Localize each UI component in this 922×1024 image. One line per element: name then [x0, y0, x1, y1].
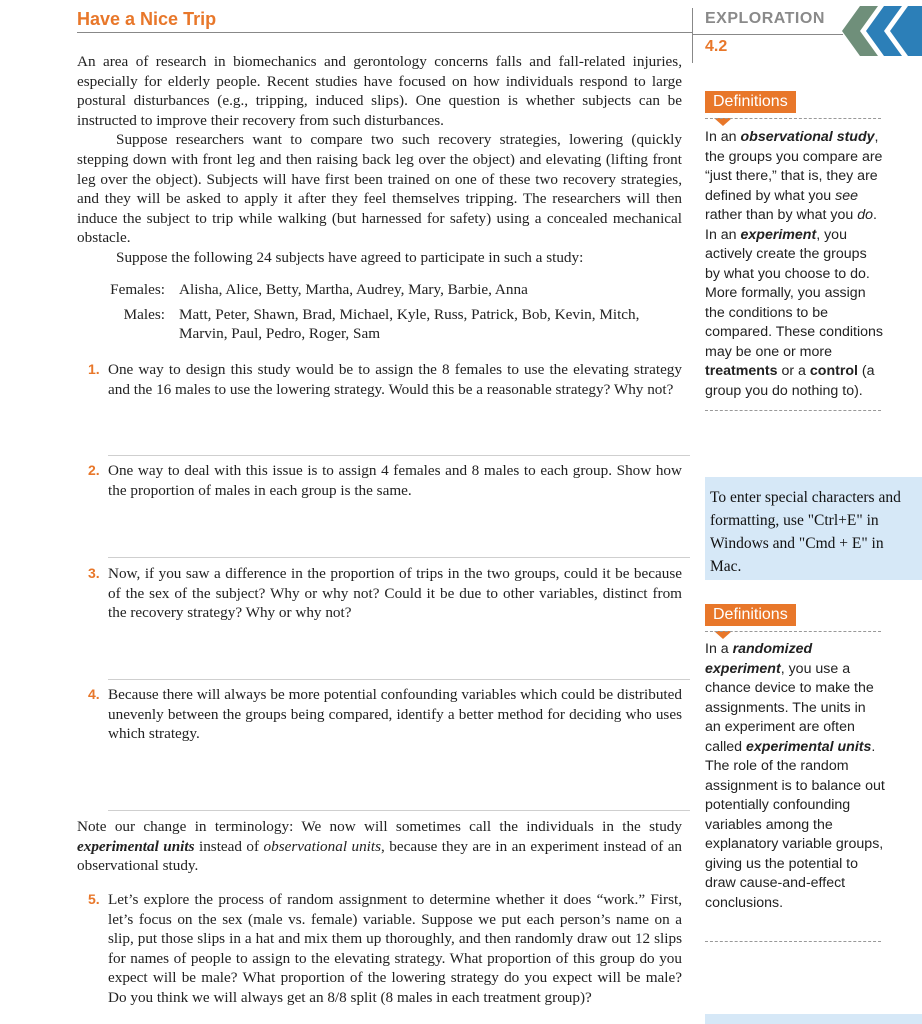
help-note-text: To enter special characters and formatting, use "Ctrl+E" in Windows and "Cmd + E" in Mac.	[710, 489, 901, 575]
note-term-observational-units: observational units	[263, 837, 382, 855]
def-term-randomized-experiment: randomized experiment	[705, 641, 813, 677]
males-list-line1: Matt, Peter, Shawn, Brad, Michael, Kyle, Russ, Patrick, Bob, Kevin, Mitch,	[179, 306, 640, 323]
exploration-label: EXPLORATION	[705, 10, 825, 27]
question-1	[88, 360, 682, 399]
question-number: 3.	[88, 565, 100, 581]
note-text-c: instead of	[194, 837, 264, 855]
question-text: One way to design this study would be to assign the 8 females to use the elevating strategy and the 16 males to use the lowering strategy. Would this be a reasonable strategy? Why not?	[108, 361, 682, 398]
def-text: rather than by what you	[705, 207, 858, 223]
answer-divider	[108, 455, 690, 456]
def-text: , you use a chance device to make the assignments. The units in an experiment are often called	[705, 660, 874, 755]
intro-paragraph-3: Suppose the following 24 subjects have agreed to participate in such a study:	[116, 248, 584, 266]
def-text: , the groups you compare are “just there,” that is, they are defined by what you	[705, 129, 883, 204]
answer-divider	[108, 679, 690, 680]
question-4	[88, 685, 682, 744]
page-title: Have a Nice Trip	[77, 9, 217, 29]
def-text: . The role of the random assignment is to balance out potentially confounding variables among the explanatory variable groups, giving us the potential to draw cause-and-effect conclusions.	[705, 738, 885, 911]
title-divider	[77, 32, 692, 33]
question-3	[88, 564, 682, 623]
question-text: Because there will always be more potential confounding variables which could be distributed unevenly between the groups being compared, identify a better method for deciding who uses which strategy.	[108, 686, 682, 743]
def-term-control: control	[809, 363, 858, 379]
question-number: 1.	[88, 361, 100, 377]
answer-divider	[108, 810, 690, 811]
def-emphasis-do: do	[857, 207, 873, 223]
def-term-experimental-units: experimental units	[746, 738, 872, 755]
question-number: 2.	[88, 462, 100, 478]
answer-divider	[108, 557, 690, 558]
females-label: Females:	[110, 281, 165, 298]
question-5	[88, 890, 682, 1008]
def-text: In an	[705, 129, 741, 145]
definition-randomized-experiment	[705, 640, 885, 913]
def-term-observational-study: observational study	[740, 129, 875, 145]
def-emphasis-see: see	[835, 187, 859, 204]
males-list-line2: Marvin, Paul, Pedro, Roger, Sam	[179, 325, 381, 342]
note-text-e: , because they are in an experiment instead of an observational study.	[77, 837, 683, 875]
definitions-tab: Definitions	[705, 91, 796, 113]
header-vertical-divider	[692, 8, 693, 63]
definitions-bottom-divider	[705, 941, 881, 942]
question-text: Let’s explore the process of random assignment to determine whether it does “work.” First, let’s focus on the sex (male vs. female) variable. Suppose we put each person’s name on a slip, put those slips in a hat and mix them up thoroughly, and then randomly draw out 12 slips for names of people to assign to the elevating strategy. What proportion of this group do you expect will be male? What proportion of the lowering strategy do you expect will be male? Do you think we will always get an 8/8 split (8 males in each treatment group)?	[108, 891, 682, 1006]
question-text: One way to deal with this issue is to assign 4 females and 8 males to each group. Show how the proportion of males in each group is the same.	[108, 462, 682, 499]
intro-paragraph-1: An area of research in biomechanics and gerontology concerns falls and fall-related injuries, especially for elderly people. Recent studies have focused on how individuals respond to large postural disturbances (e.g., tripping, induced slips). One question is whether subjects can be instructed to improve their recovery from such disturbances.	[77, 53, 682, 129]
def-text: , you actively create the groups by what you choose to do. More formally, you assign the conditions to be compared. These conditions may be one or more	[705, 226, 883, 360]
def-text: In a	[705, 641, 733, 657]
definitions-top-divider	[705, 631, 881, 632]
intro-paragraph-2: Suppose researchers want to compare two such recovery strategies, lowering (quickly stepping down with front leg and then raising back leg over the object) and elevating (lifting front leg over the object). Subjects will have first been trained on one of these two recovery strategies, and they will be asked to apply it after they feel themselves tripping. The researchers will then induce the subject to trip while walking (but harnessed for safety) using a concealed mechanical obstacle.	[77, 131, 682, 247]
chevron-banner-icon	[832, 6, 922, 56]
intro-section	[77, 52, 682, 268]
question-number: 4.	[88, 686, 100, 702]
females-list: Alisha, Alice, Betty, Martha, Audrey, Mary, Barbie, Anna	[179, 281, 528, 298]
help-note-box	[705, 1014, 922, 1024]
definitions-top-divider	[705, 118, 881, 119]
definitions-pointer-icon	[714, 631, 732, 639]
def-term-experiment: experiment	[740, 226, 817, 243]
question-number: 5.	[88, 891, 100, 907]
definitions-bottom-divider	[705, 410, 881, 411]
question-text: Now, if you saw a difference in the proportion of trips in the two groups, could it be because of the sex of the subject? Why or why not? Could it be due to other variables, distinct from the recovery strategy? Why or why not?	[108, 565, 682, 622]
terminology-note	[77, 817, 682, 876]
males-label: Males:	[123, 306, 165, 323]
note-text-a: Note our change in terminology: We now will sometimes call the individuals in the study	[77, 818, 682, 835]
exploration-number: 4.2	[705, 38, 728, 55]
note-term-experimental-units: experimental units	[77, 837, 195, 855]
subject-roster	[77, 280, 682, 340]
def-text: . In an	[705, 207, 877, 243]
exploration-divider	[693, 34, 843, 35]
definitions-pointer-icon	[714, 118, 732, 126]
definitions-tab: Definitions	[705, 604, 796, 626]
definition-observational-study	[705, 128, 885, 401]
def-term-treatments: treatments	[705, 363, 778, 379]
question-2	[88, 461, 682, 500]
def-text: or a	[777, 363, 810, 379]
def-text: (a group you do nothing to).	[705, 363, 875, 399]
